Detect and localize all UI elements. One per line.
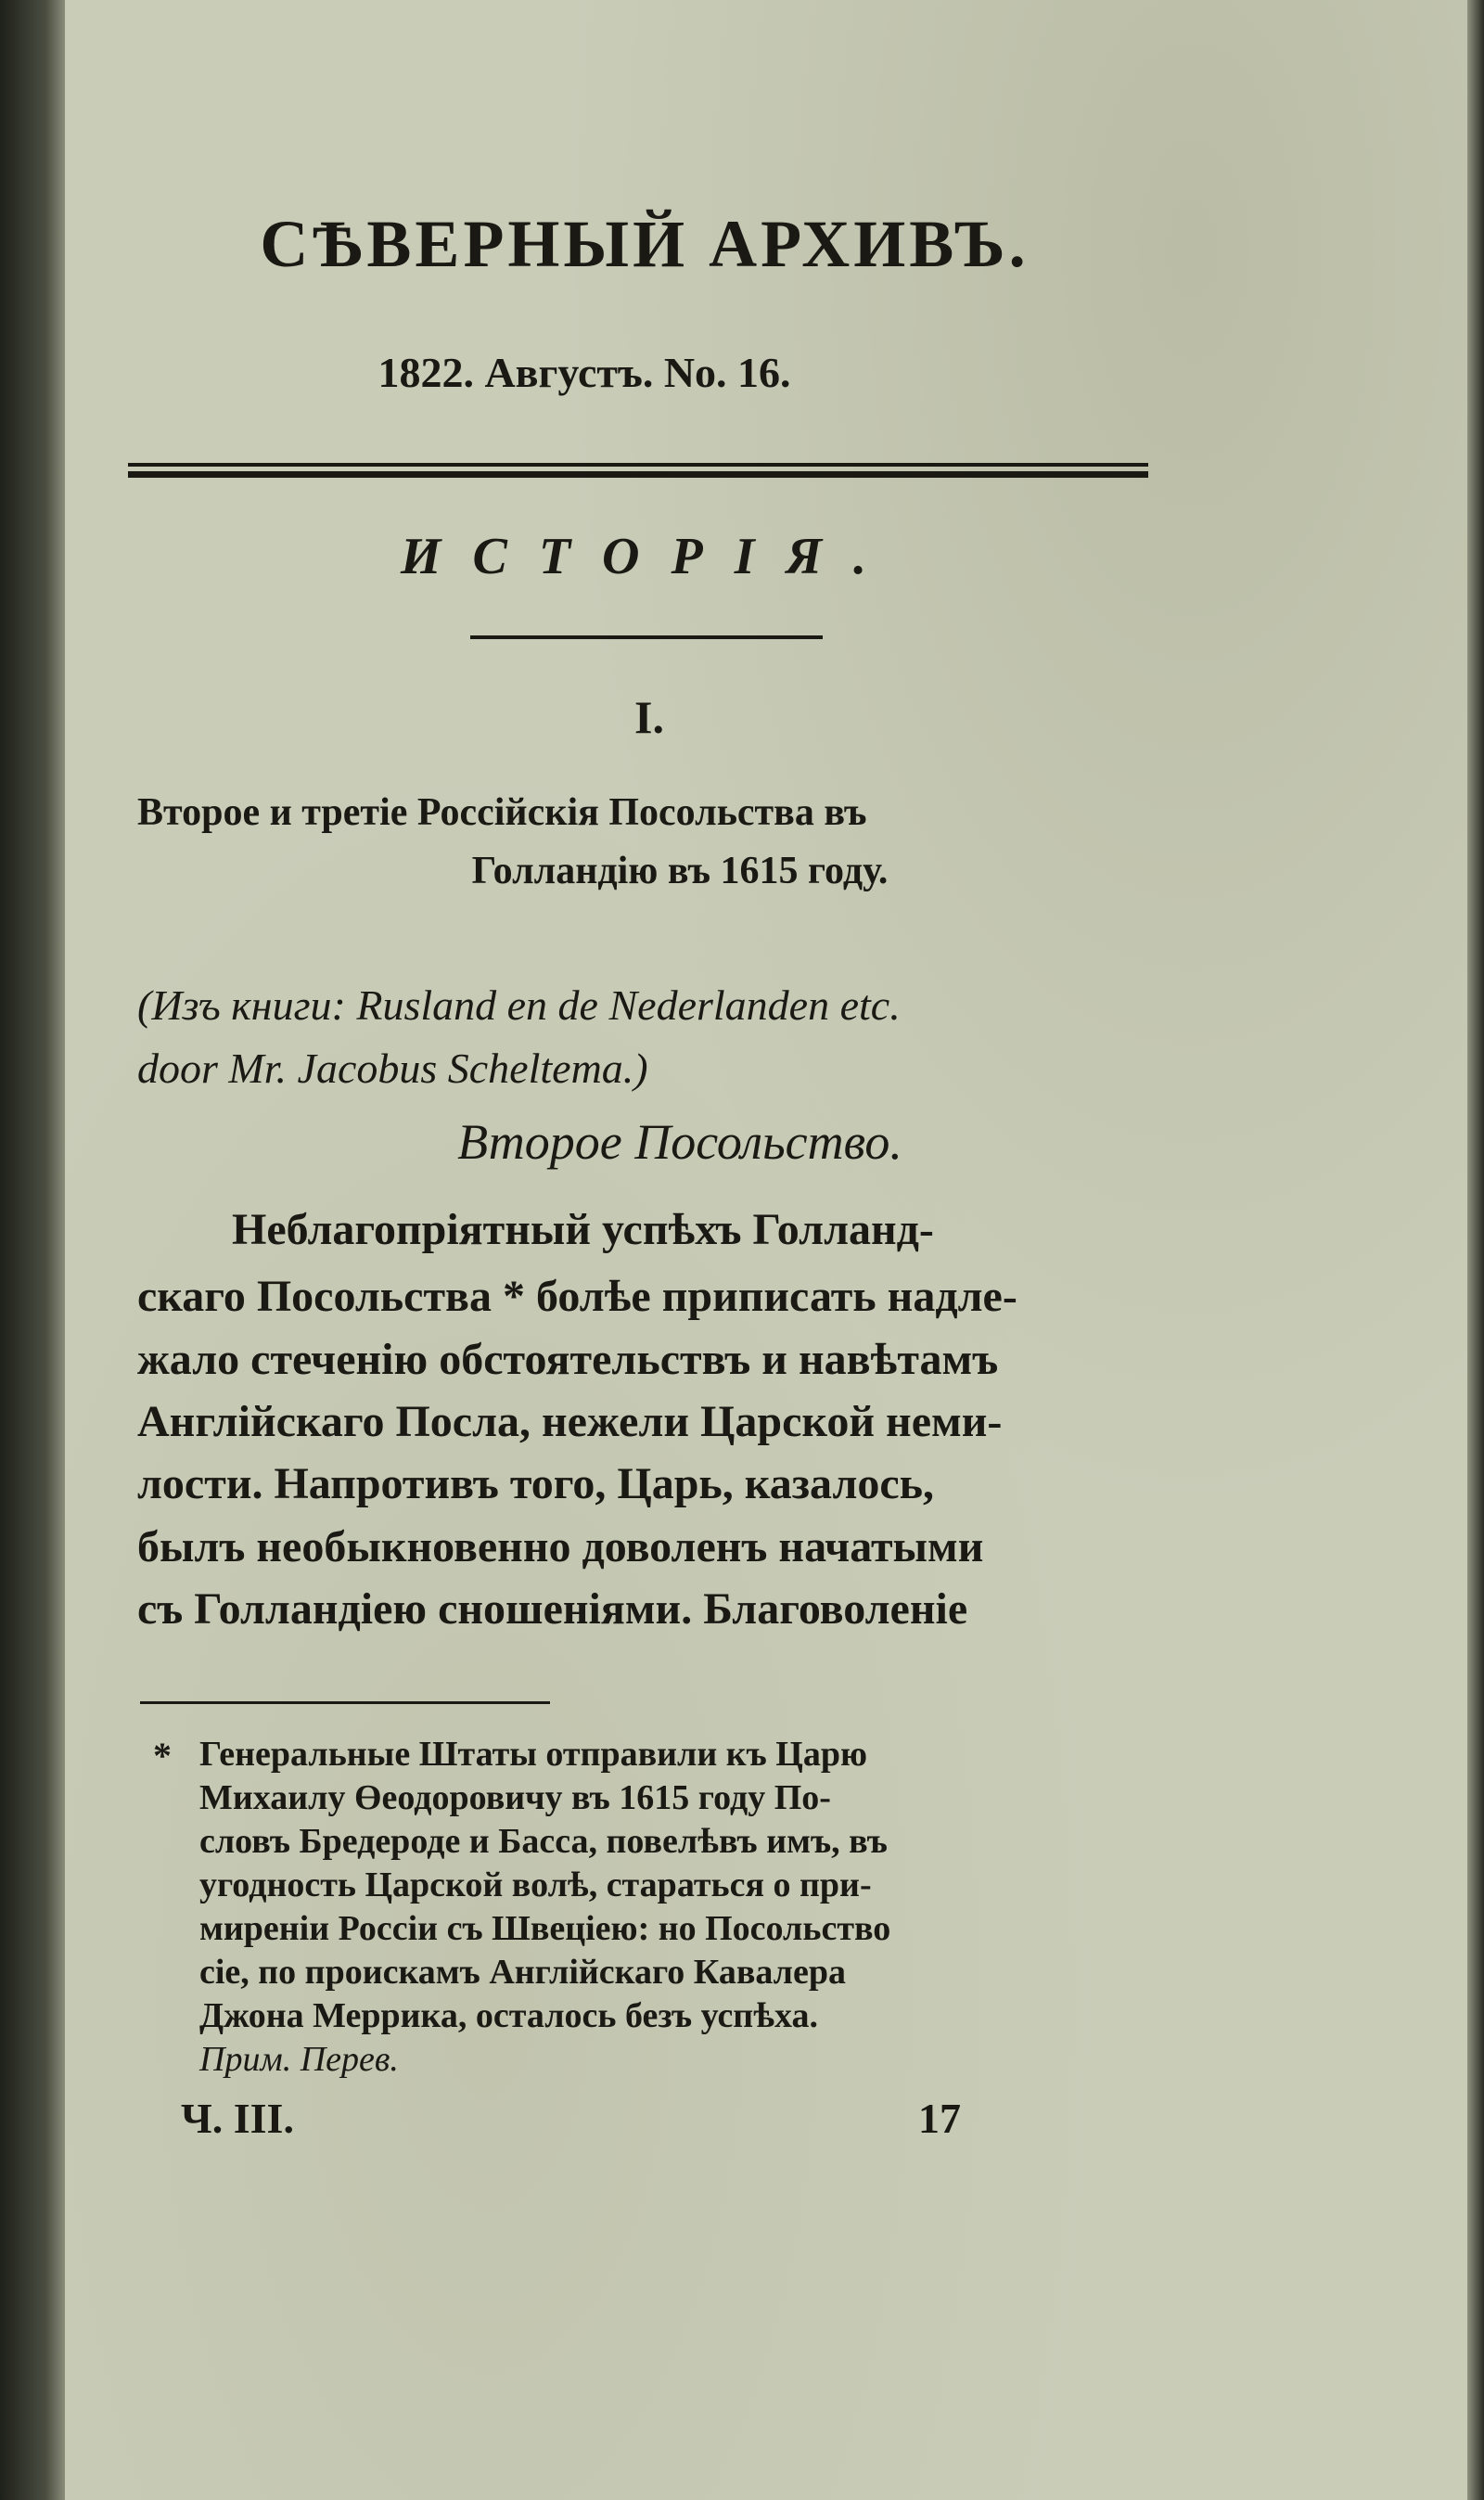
- body-line: лости. Напротивъ того, Царь, казалось,: [137, 1459, 935, 1508]
- double-rule-bottom: [128, 471, 1148, 478]
- article-number: I.: [634, 691, 664, 743]
- body-line: скаго Посольства * болѣе приписать надле-: [137, 1272, 1017, 1321]
- double-rule-top: [128, 463, 1148, 467]
- footnote-line: словъ Бредероде и Басса, повелѣвъ имъ, въ: [199, 1822, 888, 1861]
- body-line: Англійскаго Посла, нежели Царской неми-: [137, 1397, 1003, 1446]
- footnote-line: миреніи Россіи съ Швеціею: но Посольство: [199, 1909, 891, 1948]
- body-line: съ Голландіею сношеніями. Благоволеніе: [137, 1584, 968, 1634]
- footnote-line: сіе, по проискамъ Англійскаго Кавалера: [199, 1953, 846, 1992]
- body-line: жало стеченію обстоятельствъ и навѣтамъ: [137, 1335, 999, 1384]
- issue-line: 1822. Августъ. No. 16.: [377, 349, 791, 396]
- article-title-line: Голландію въ 1615 году.: [471, 850, 889, 892]
- footnote-attribution: Прим. Перев.: [199, 2040, 399, 2079]
- section-heading: ИСТОРІЯ.: [400, 528, 899, 585]
- journal-title: СѢВЕРНЫЙ АРХИВЪ.: [260, 207, 1030, 281]
- footnote-line: Михаилу Өеодоровичу въ 1615 году По-: [199, 1778, 831, 1817]
- source-citation-line: door Mr. Jacobus Scheltema.): [137, 1045, 648, 1092]
- sheet-number: 17: [918, 2095, 961, 2142]
- footnote-marker: *: [153, 1735, 172, 1776]
- footnote-line: Генеральные Штаты отправили къ Царю: [199, 1735, 868, 1774]
- source-citation-line: (Изъ книги: Rusland en de Nederlanden etc.: [137, 981, 901, 1029]
- scan-left-edge: [0, 0, 65, 2500]
- subheading: Второе Посольство.: [457, 1114, 902, 1170]
- body-line: Неблагопріятный успѣхъ Голланд-: [232, 1205, 934, 1254]
- footnote-rule: [140, 1701, 550, 1704]
- scan-right-edge: [1467, 0, 1484, 2500]
- article-title-line: Второе и третіе Россійскія Посольства въ: [137, 791, 867, 834]
- section-rule: [470, 635, 823, 639]
- signature-mark: Ч. III.: [181, 2095, 294, 2142]
- footnote-line: угодность Царской волѣ, стараться о при-: [199, 1865, 872, 1904]
- body-line: былъ необыкновенно доволенъ начатыми: [137, 1522, 984, 1571]
- footnote-line: Джона Меррика, осталось безъ успѣха.: [199, 1996, 819, 2035]
